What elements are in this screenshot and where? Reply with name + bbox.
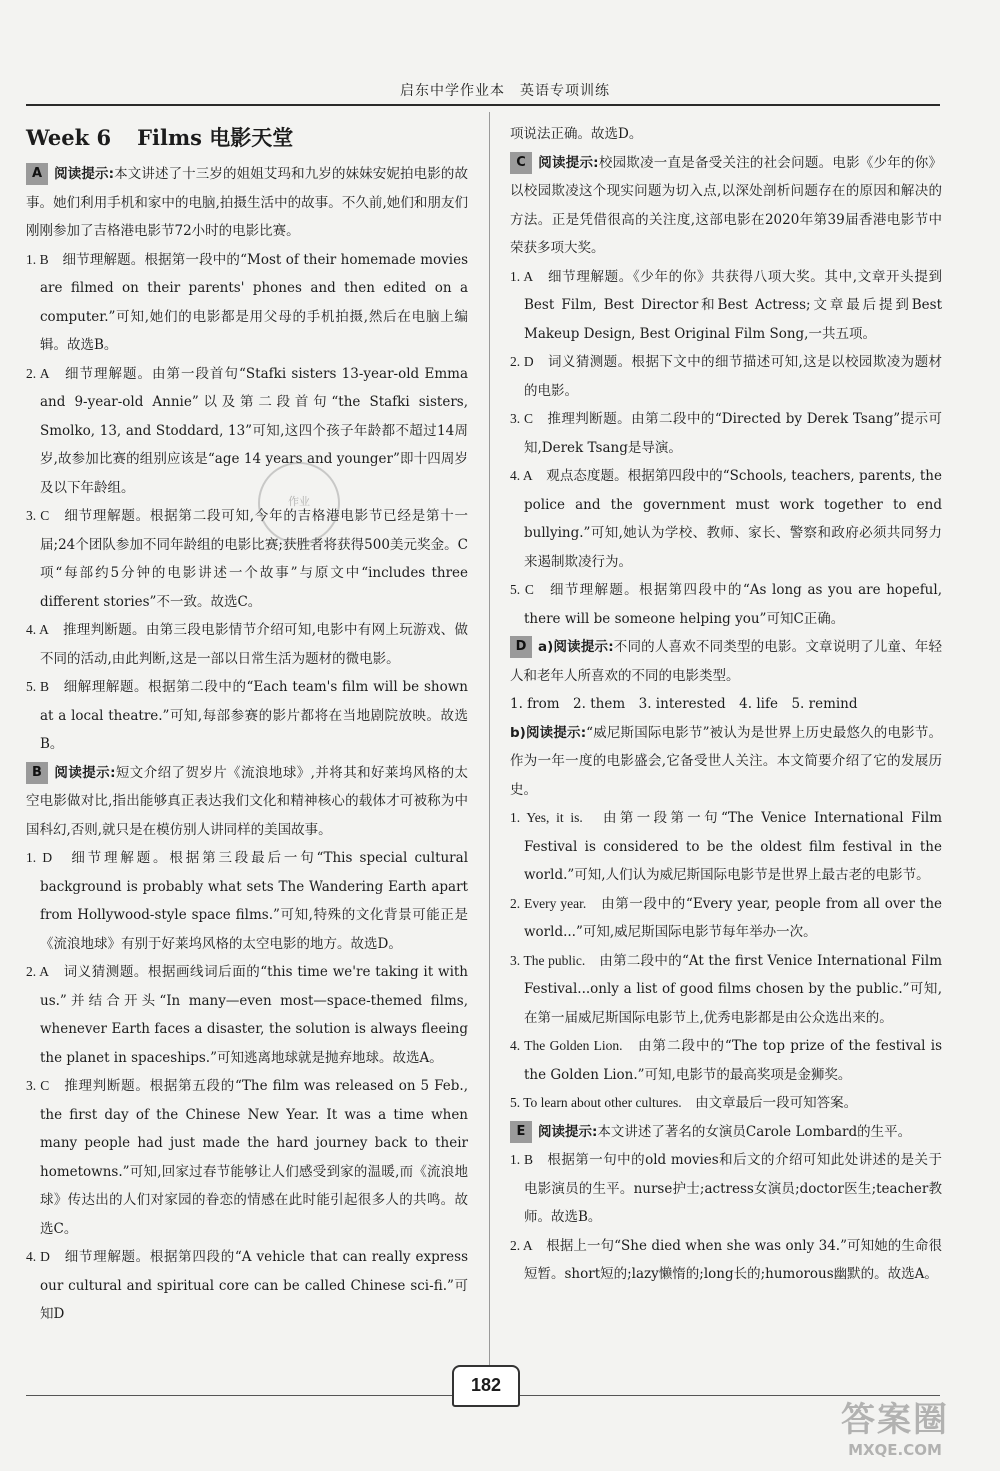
answer-item <box>510 947 942 1033</box>
section-badge: D <box>510 636 532 658</box>
answer-number: 1. B <box>26 251 49 267</box>
answer-explanation: 根据第一句中的old movies和后文的介绍可知此处讲述的是关于电影演员的生平。nurse护士;actress女演员;doctor医生;teacher教师。故选B。 <box>524 1152 943 1225</box>
answer-item <box>510 462 942 576</box>
answer-explanation: 推理判断题。由第三段电影情节介绍可知,电影中有网上玩游戏、做不同的活动,由此判断,这是一部以日常生活为题材的微电影。 <box>40 622 468 667</box>
tip-label: 阅读提示: <box>538 154 599 171</box>
tip-label: b)阅读提示: <box>510 724 587 741</box>
tip-text: 校园欺凌一直是备受关注的社会问题。电影《少年的你》以校园欺凌这个现实问题为切入点,以深处剖析问题存在的原因和解决的方法。正是凭借很高的关注度,这部电影在2020年第39届香港电影节中荣获多项大奖。 <box>510 154 943 256</box>
answer-explanation: 推理判断题。由第二段中的“Directed by Derek Tsang”提示可知,Derek Tsang是导演。 <box>524 411 943 456</box>
answer-number: 4. The Golden Lion. <box>510 1038 623 1053</box>
answer-number: 2. A <box>26 964 50 979</box>
section-badge: C <box>510 152 532 174</box>
answer-item <box>510 263 942 349</box>
answer-item <box>26 958 468 1072</box>
answer-number: 3. The public. <box>510 952 586 968</box>
answer-item <box>510 1089 942 1118</box>
week-label: Week 6 <box>26 125 112 150</box>
answer-number: 1. B <box>510 1152 533 1167</box>
column-divider <box>489 112 490 1367</box>
answer-number: 1. D <box>26 850 53 865</box>
answer-explanation: 细节理解题。根据第二段可知,今年的吉格港电影节已经是第十一届;24个团队参加不同年龄组的电影比赛;获胜者将获得500美元奖金。C项“每部约5分钟的电影讲述一个故事”与原文中“includes three different stories”不一致。故选C。 <box>40 508 468 610</box>
section-badge: B <box>26 762 48 784</box>
answer-item <box>26 502 468 616</box>
answer-item <box>26 616 468 673</box>
answer-item <box>510 1232 942 1289</box>
answer-number: 5. B <box>26 679 50 694</box>
answer-number: 4. A <box>510 468 533 483</box>
watermark-seal: 作业 <box>258 462 340 544</box>
answer-item <box>26 360 468 503</box>
answer-number: 4. D <box>26 1249 50 1264</box>
answer-item <box>510 348 942 405</box>
answer-item <box>26 1243 468 1329</box>
answer-number: 5. C <box>510 582 534 597</box>
tip-text: 不同的人喜欢不同类型的电影。文章说明了儿童、年轻人和老年人所喜欢的不同的电影类型。 <box>510 639 943 684</box>
tip-text: “威尼斯国际电影节”被认为是世界上历史最悠久的电影节。作为一年一度的电影盛会,它备受世人关注。本文简要介绍了它的发展历史。 <box>510 724 943 798</box>
answer-explanation: 推理判断题。根据第五段的“The film was released on 5 Feb., the first day of the Chinese New Year. It was a time when many people had just made the hard journey back to their hometowns.”可知,回家过春节能够让人们感受到家的温暖,而《流浪地球》传达出的人们对家园的眷恋的情感在此时能引起很多人的共鸣。故选C。 <box>40 1078 469 1237</box>
answer-number: 2. A <box>26 365 50 381</box>
tip-text: 本文讲述了著名的女演员Carole Lombard的生平。 <box>597 1123 912 1140</box>
answer-number: 3. C <box>26 508 50 523</box>
left-column <box>26 120 468 1329</box>
answer-number: 2. Every year. <box>510 895 587 911</box>
page-title <box>26 120 468 156</box>
answer-explanation: 根据上一句“She died when she was only 34.”可知她的生命很短暂。short短的;lazy懒惰的;long长的;humorous幽默的。故选A。 <box>524 1237 943 1282</box>
answer-number: 3. C <box>26 1078 50 1093</box>
answer-explanation: 词义猜测题。根据画线词后面的“this time we're taking it with us.”并结合开头“In many—even most—space-themed films, whenever Earth faces a disaster, the solution is always fleeing the planet in spaceships.”可知逃离地球就是抛弃地球。故选A。 <box>40 964 469 1066</box>
answer-explanation: 由第一段中的“Every year, people from all over the world...”可知,威尼斯国际电影节每年举办一次。 <box>524 895 943 940</box>
answer-item <box>510 890 942 947</box>
answer-number: 2. D <box>510 354 534 369</box>
text-line: 1. from 2. them 3. interested 4. life 5. remind <box>510 696 858 712</box>
answer-explanation: 细节理解题。根据第四段的“A vehicle that can really express our cultural and spiritual core can be called Chinese sci-fi.”可知D <box>40 1249 469 1322</box>
header-title: 启东中学作业本 英语专项训练 <box>400 83 610 99</box>
answer-item <box>510 576 942 633</box>
answer-explanation: 细节理解题。根据第三段最后一句“This special cultural background is probably what sets The Wandering Earth apart from Hollywood-style space films.”可知,特殊的文化背景可能正是《流浪地球》有别于好莱坞风格的太空电影的地方。故选D。 <box>40 850 469 952</box>
reading-tip <box>510 149 942 263</box>
reading-tip <box>26 759 468 845</box>
answer-explanation: 细节理解题。根据第一段中的“Most of their homemade movies are filmed on their parents' phones and then edited on a computer.”可知,她们的电影都是用父母的手机拍摄,然后在电脑上编辑。故选B。 <box>40 251 468 353</box>
answer-explanation: 由文章最后一段可知答案。 <box>695 1095 858 1111</box>
topic-label: Films 电影天堂 <box>137 125 294 150</box>
reading-tip <box>510 1118 942 1147</box>
answer-item <box>26 246 468 360</box>
answer-explanation: 细节理解题。由第一段首句“Stafki sisters 13-year-old Emma and 9-year-old Annie”以及第二段首句“the Stafki sisters, Smolko, 13, and Stoddard, 13”可知,这四个孩子年龄都不超过14周岁,故参加比赛的组别应该是“age 14 years and younger”即十四周岁及以下年龄组。 <box>40 365 468 496</box>
answer-number: 2. A <box>510 1237 533 1253</box>
section-badge: E <box>510 1121 532 1143</box>
tip-text: 本文讲述了十三岁的姐姐艾玛和九岁的妹妹安妮拍电影的故事。她们利用手机和家中的电脑,拍摄生活中的故事。不久前,她们和朋友们刚刚参加了吉格港电影节72小时的电影比赛。 <box>26 166 468 239</box>
answer-number: 1. A <box>510 268 534 284</box>
answer-item <box>26 844 468 958</box>
text-line: 项说法正确。故选D。 <box>510 126 643 142</box>
right-content <box>510 120 942 1289</box>
answer-number: 4. A <box>26 622 49 637</box>
page-header <box>26 74 940 106</box>
answer-item <box>26 1072 468 1243</box>
answer-explanation: 由第一段第一句“The Venice International Film Festival is considered to be the oldest film festival in the world.”可知,人们认为威尼斯国际电影节是世界上最古老的电影节。 <box>524 810 943 883</box>
answer-explanation: 细节理解题。《少年的你》共获得八项大奖。其中,文章开头提到Best Film, Best Director和Best Actress;文章最后提到Best Makeup Design, Best Original Film Song,一共五项。 <box>524 268 943 342</box>
answer-item <box>510 804 942 890</box>
answer-explanation: 由第二段中的“The top prize of the festival is the Golden Lion.”可知,电影节的最高奖项是金狮奖。 <box>524 1038 942 1083</box>
answer-explanation: 由第二段中的“At the first Venice International Film Festival...only a list of good films chosen by the public.”可知,在第一届威尼斯国际电影节上,优秀电影都是由公众选出来的。 <box>524 952 942 1026</box>
tip-label: 阅读提示: <box>538 1123 598 1140</box>
tip-label: 阅读提示: <box>54 764 116 781</box>
reading-tip <box>510 719 942 805</box>
answer-item <box>510 1146 942 1232</box>
answer-explanation: 观点态度题。根据第四段中的“Schools, teachers, parents, the police and the government must work together to end bullying.”可知,她认为学校、教师、家长、警察和政府必须共同努力来遏制欺凌行为。 <box>524 468 942 570</box>
watermark-logo: 答案圈 MXQE.COM <box>841 1400 949 1459</box>
tip-label: 阅读提示: <box>54 166 114 182</box>
page-number: 182 <box>452 1365 520 1407</box>
tip-label: a)阅读提示: <box>538 639 614 655</box>
answer-number: 5. To learn about other cultures. <box>510 1095 682 1110</box>
answer-item <box>510 405 942 462</box>
tip-text: 短文介绍了贺岁片《流浪地球》,并将其和好莱坞风格的太空电影做对比,指出能够真正表达我们文化和精神核心的载体才可被称为中国科幻,否则,就只是在模仿别人讲同样的美国故事。 <box>26 764 468 838</box>
reading-tip <box>510 633 942 690</box>
answer-item <box>26 673 468 759</box>
right-column <box>510 120 942 1289</box>
answer-explanation: 细解理解题。根据第二段中的“Each team's film will be shown at a local theatre.”可知,每部参赛的影片都将在当地剧院放映。故选B。 <box>40 679 468 752</box>
reading-tip <box>26 160 468 246</box>
answer-item <box>510 1032 942 1089</box>
left-content <box>26 160 468 1329</box>
answer-explanation: 词义猜测题。根据下文中的细节描述可知,这是以校园欺凌为题材的电影。 <box>524 354 943 399</box>
answer-explanation: 细节理解题。根据第四段中的“As long as you are hopeful, there will be someone helping you”可知C正确。 <box>524 582 942 627</box>
section-badge: A <box>26 163 48 185</box>
answer-number: 3. C <box>510 411 533 426</box>
answer-number: 1. Yes, it is. <box>510 810 583 825</box>
